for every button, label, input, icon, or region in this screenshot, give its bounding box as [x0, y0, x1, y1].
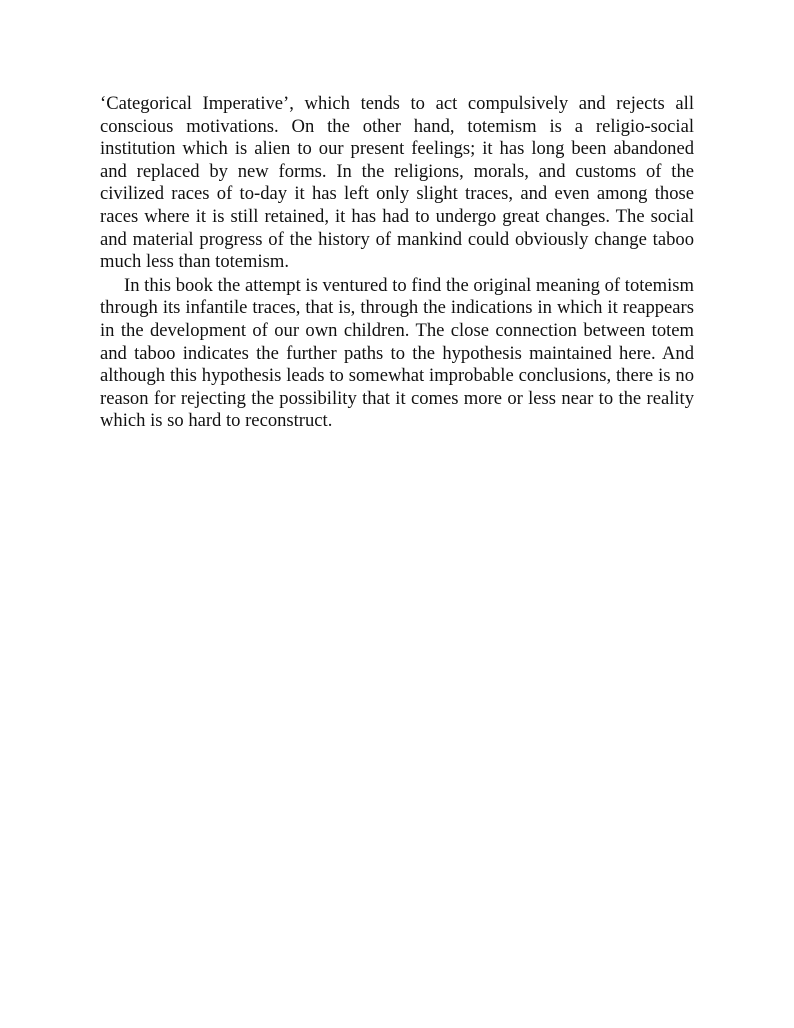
paragraph-continuation: ‘Categorical Imperative’, which tends to act compulsively and rejects all conscious motivations. On the other hand, totemism is a religio-social institution which is alien to our present feelings; it has long been abandoned and replaced by new forms. In the religions, morals, and customs of the civilized races of to-day it has left only slight traces, and even among those races where it is still retained, it has had to undergo great changes. The social and material progress of the history of mankind could obviously change taboo much less than totemism. [100, 93, 694, 273]
paragraph-totemism-hypothesis: In this book the attempt is ventured to find the original meaning of totemism through its infantile traces, that is, through the indications in which it reappears in the development of our own children. The close connection between totem and taboo indicates the further paths to the hypothesis maintained here. And although this hypothesis leads to somewhat improbable conclusions, there is no reason for rejecting the possibility that it comes more or less near to the reality which is so hard to reconstruct. [100, 274, 694, 432]
document-page [100, 93, 694, 433]
